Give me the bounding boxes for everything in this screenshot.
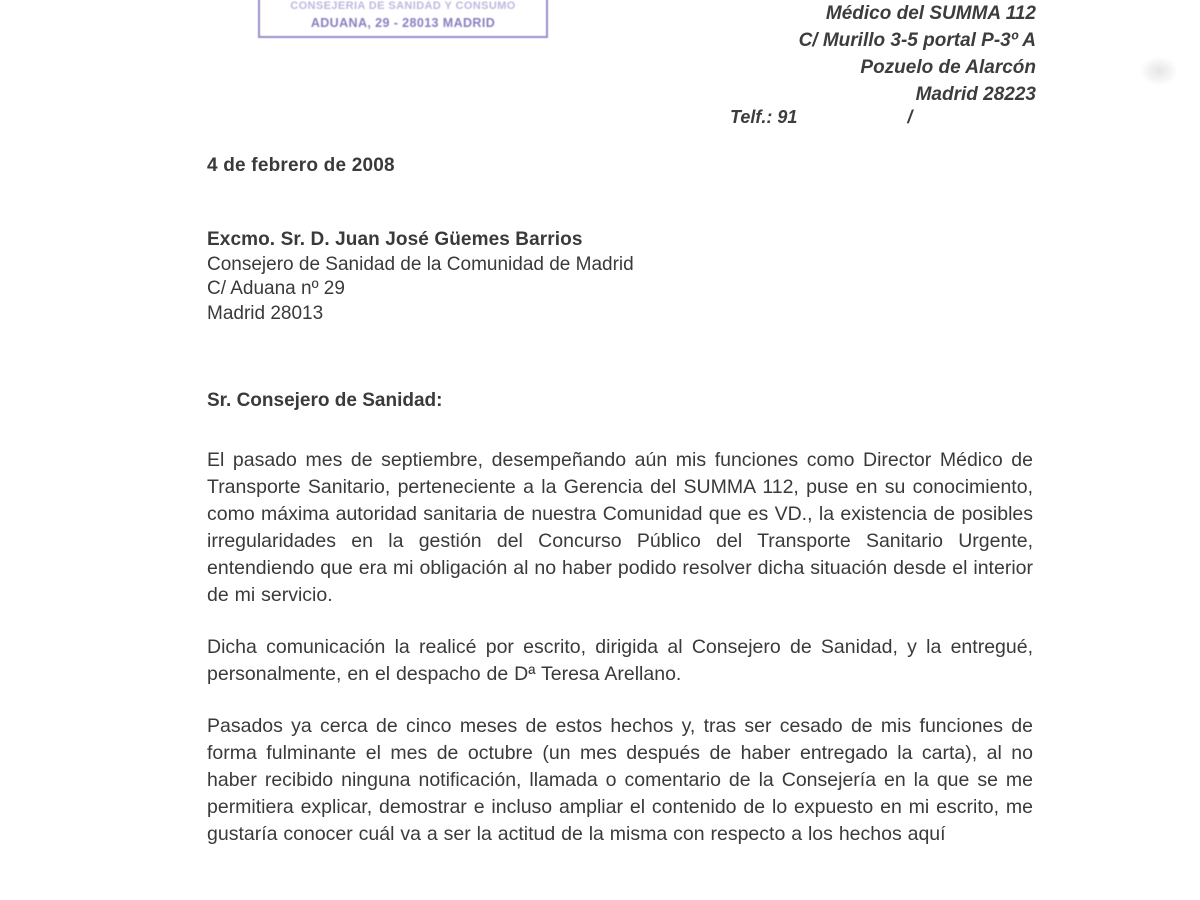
paragraph-2: Dicha comunicación la realicé por escrito, dirigida al Consejero de Sanidad, y la entregué, personalmente, en el despacho de Dª Teresa Arellano.	[207, 636, 1033, 685]
phone-label: Telf.: 91	[730, 107, 798, 127]
phone-separator: /	[907, 107, 913, 127]
stamp-line-2: ADUANA, 29 - 28013 MADRID	[310, 16, 496, 30]
addressee-block	[207, 228, 634, 326]
sender-address-block	[600, 0, 1036, 108]
letter-date: 4 de febrero de 2008	[207, 155, 395, 176]
sender-line-2: C/ Murillo 3-5 portal P-3º A	[798, 30, 1036, 51]
salutation: Sr. Consejero de Sanidad:	[207, 390, 443, 411]
sender-line-1: Médico del SUMMA 112	[825, 3, 1036, 24]
paragraph-1: El pasado mes de septiembre, desempeñando aún mis funciones como Director Médico de Transporte Sanitario, perteneciente a la Gerencia del SUMMA 112, puse en su conocimiento, como máxima autoridad sanitaria de nuestra Comunidad que es VD., la existencia de posibles irregularidades en la gestión del Concurso Público del Transporte Sanitario Urgente, entendiendo que era mi obligación al no haber podido resolver dicha situación desde el interior de mi servicio.	[207, 449, 1033, 606]
addressee-line-1: Consejero de Sanidad de la Comunidad de Madrid	[207, 253, 634, 275]
addressee-line-2: C/ Aduana nº 29	[207, 278, 345, 299]
sender-phone-row	[600, 105, 1036, 129]
addressee-name: Excmo. Sr. D. Juan José Güemes Barrios	[207, 229, 583, 250]
paragraph-3: Pasados ya cerca de cinco meses de estos hechos y, tras ser cesado de mis funciones de forma fulminante el mes de octubre (un mes después de haber entregado la carta), al no haber recibido ninguna notificación, llamada o comentario de la Consejería en la que se me permitiera explicar, demostrar e incluso ampliar el contenido de lo expuesto en mi escrito, me gustaría conocer cuál va a ser la actitud de la misma con respecto a los hechos aquí	[207, 715, 1033, 845]
official-registry-stamp	[258, 0, 548, 38]
scan-smudge-artifact	[1142, 58, 1176, 84]
stamp-line-1: CONSEJERIA DE SANIDAD Y CONSUMO	[290, 0, 516, 12]
sender-line-3: Pozuelo de Alarcón	[860, 57, 1036, 78]
letter-paragraphs	[207, 447, 1033, 848]
sender-line-4: Madrid 28223	[915, 84, 1036, 105]
addressee-line-3: Madrid 28013	[207, 302, 324, 324]
